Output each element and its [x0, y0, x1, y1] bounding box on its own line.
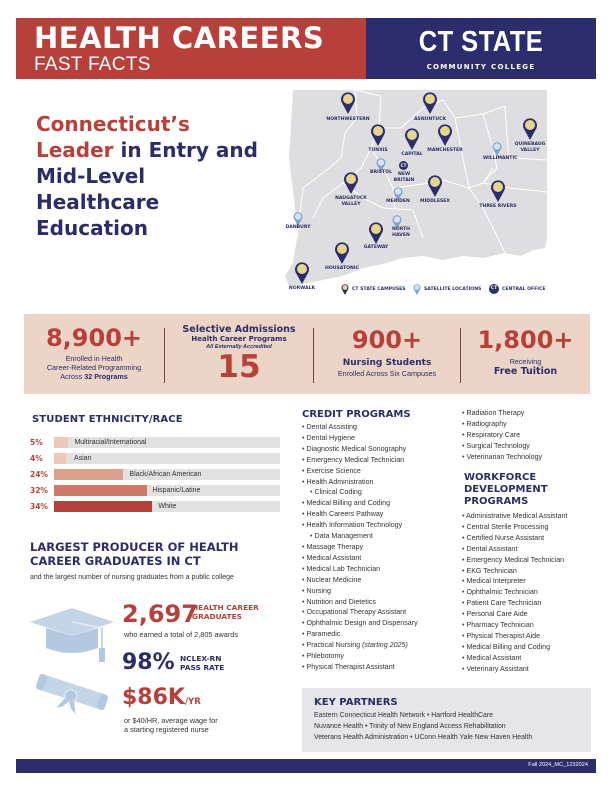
- workforce-program-item: • Veterinary Assistant: [462, 664, 567, 675]
- stat-enrolled-line3: [24, 372, 164, 381]
- credit-program-item: [302, 509, 418, 520]
- stat-selective-subtitle: Health Career Programs: [191, 335, 287, 343]
- workforce-program-item: • Personal Care Aide: [462, 609, 567, 620]
- header-title: HEALTH CAREERS: [34, 21, 325, 55]
- ethnicity-percent: 32%: [30, 486, 48, 495]
- credit-programs-list-continued: [462, 408, 542, 463]
- satellite-pin-icon: [293, 212, 303, 226]
- graduates-label-1: HEALTH CAREER: [192, 603, 259, 612]
- workforce-program-item: • Patient Care Technician: [462, 598, 567, 609]
- header-subtitle: FAST FACTS: [34, 54, 151, 75]
- diploma-icon: [32, 673, 109, 720]
- headline: [36, 111, 266, 241]
- credit-program-name: Emergency Medical Technician: [306, 455, 405, 464]
- ethnicity-row: [30, 453, 280, 464]
- campus-pin-icon: [344, 172, 358, 194]
- satellite-label: BRISTOL: [369, 170, 393, 175]
- stat-nursing-title: Nursing Students: [342, 358, 432, 368]
- credit-program-name: Nutrition and Dietetics: [306, 597, 376, 606]
- credit-program-item: [302, 586, 418, 597]
- credit-program-name: Medical Lab Technician: [306, 564, 381, 573]
- workforce-program-item: • Dental Assistant: [462, 544, 567, 555]
- campus-label: GATEWAY: [363, 245, 389, 250]
- nclex-label-1: NCLEX-RN: [180, 654, 222, 663]
- credit-program-item: • Veterinarian Technology: [462, 452, 542, 463]
- workforce-title-line-3: PROGRAMS: [464, 496, 529, 507]
- campus-label: HOUSATONIC: [325, 266, 359, 271]
- credit-program-name: Medical Billing and Coding: [306, 499, 391, 508]
- stat-tuition-title: Free Tuition: [493, 366, 558, 377]
- credit-program-name: Ophthalmic Design and Dispensary: [306, 619, 418, 628]
- stat-nursing-note: Enrolled Across Six Campuses: [337, 369, 437, 378]
- campus-pin-icon: [405, 128, 419, 150]
- credit-program-name: Diagnostic Medical Sonography: [306, 444, 407, 453]
- satellite-label: MERIDEN: [386, 199, 410, 204]
- workforce-program-item: • Central Sterile Processing: [462, 522, 567, 533]
- satellite-label: NORTH HAVEN: [391, 227, 411, 238]
- headline-part2: Leader: [36, 138, 114, 162]
- workforce-program-item: • Medical Assistant: [462, 653, 567, 664]
- wage-note-1: or $40/HR, average wage for: [124, 716, 218, 725]
- ethnicity-bar-fill: [54, 437, 68, 448]
- key-partners-title: KEY PARTNERS: [314, 697, 398, 708]
- nclex-label-2: PASS RATE: [180, 663, 225, 672]
- credit-program-name: Nursing: [306, 586, 331, 595]
- ethnicity-label: Asian: [74, 455, 92, 462]
- credit-program-name: Physical Therapist Assistant: [306, 662, 395, 671]
- ethnicity-bar-fill: [54, 453, 66, 464]
- credit-program-item: [302, 455, 418, 466]
- campus-label: ASNUNTUCK: [413, 117, 447, 122]
- workforce-program-item: • Physical Therapist Aide: [462, 631, 567, 642]
- ethnicity-percent: 24%: [30, 470, 48, 479]
- stat-selective-value: 15: [217, 349, 261, 385]
- credit-program-name: Data Management: [314, 532, 373, 541]
- credit-program-name: Practical Nursing: [306, 641, 363, 650]
- campus-label: MANCHESTER: [427, 148, 463, 153]
- legend-satellites: [413, 284, 481, 295]
- credit-program-name: Occupational Therapy Assistant: [306, 608, 407, 617]
- stat-enrolled-line2: Career-Related Programming: [46, 363, 142, 372]
- credit-program-name: Exercise Science: [306, 466, 361, 475]
- credit-program-name: Massage Therapy: [306, 542, 364, 551]
- legend-central: [489, 284, 546, 294]
- workforce-program-item: • Medical Billing and Coding: [462, 642, 567, 653]
- credit-program-item: [302, 575, 418, 586]
- workforce-title-line-2: DEVELOPMENT: [464, 484, 548, 495]
- credit-program-item: • Radiography: [462, 419, 542, 430]
- credit-program-name: Health Administration: [306, 477, 374, 486]
- ethnicity-row: [30, 469, 280, 480]
- ethnicity-percent: 34%: [30, 502, 48, 511]
- wage-amount: $86K: [122, 685, 185, 710]
- campus-pin-icon: [423, 92, 437, 114]
- headline-part3: in Entry and Mid-Level Healthcare Education: [36, 138, 258, 240]
- campus-pin-icon: [428, 175, 442, 197]
- campus-label: TUNXIS: [368, 148, 388, 153]
- credit-program-name: Phlebotomy: [306, 652, 344, 661]
- workforce-programs-list: [462, 511, 567, 675]
- ethnicity-row: [30, 485, 280, 496]
- campus-label: NAUGATUCK VALLEY: [335, 196, 367, 207]
- producer-title: LARGEST PRODUCER OF HEALTH CAREER GRADUATES IN CT: [30, 540, 239, 568]
- credit-program-item: [302, 466, 418, 477]
- satellite-label: WILLIMANTIC: [483, 156, 518, 161]
- campus-pin-icon: [369, 222, 383, 244]
- credit-program-item: [302, 651, 418, 662]
- stat-selective-title: Selective Admissions: [182, 324, 296, 335]
- credit-program-name: Health Careers Pathway: [306, 510, 384, 519]
- campus-pin-icon: [371, 124, 385, 146]
- credit-programs-title: CREDIT PROGRAMS: [302, 409, 411, 420]
- central-office-label: NEW BRITAIN: [393, 172, 415, 183]
- stat-enrolled-line3-bold: 32 Programs: [84, 372, 128, 381]
- credit-program-item: [302, 433, 418, 444]
- campus-label: THREE RIVERS: [479, 204, 517, 209]
- wage-value: [122, 687, 201, 709]
- credit-program-name: Dental Hygiene: [306, 433, 355, 442]
- footer-code: Fall 2024_MC_1232024: [528, 762, 588, 768]
- workforce-title-line-1: WORKFORCE: [464, 472, 537, 483]
- ethnicity-label: Multiracial/International: [74, 439, 147, 446]
- campus-label: NORTHWESTERN: [326, 117, 370, 122]
- stat-tuition-note: Receiving: [509, 357, 542, 366]
- campus-pin-icon: [523, 118, 537, 140]
- workforce-program-item: • EKG Technician: [462, 566, 567, 577]
- credit-program-item: [302, 477, 418, 488]
- credit-program-item: [302, 618, 418, 629]
- graduation-cap-icon: [30, 608, 114, 662]
- campus-pin-icon: [335, 242, 349, 264]
- credit-program-note: (starting 2025): [362, 641, 408, 650]
- credit-program-item: [302, 564, 418, 575]
- credit-program-name: Dental Assisting: [306, 423, 357, 431]
- credit-program-item: [302, 597, 418, 608]
- campus-label: MIDDLESEX: [420, 199, 450, 204]
- credit-program-item: [302, 444, 418, 455]
- wage-unit: /YR: [184, 697, 201, 707]
- workforce-program-item: • Emergency Medical Technician: [462, 555, 567, 566]
- credit-program-name: Paramedic: [306, 630, 341, 639]
- credit-program-item: [302, 542, 418, 553]
- credit-program-name: Health Information Technology: [306, 521, 403, 530]
- satellite-pin-icon: [413, 284, 421, 295]
- campus-pin-icon: [341, 92, 355, 114]
- credit-program-item: [302, 607, 418, 618]
- workforce-title: [464, 472, 548, 508]
- ethnicity-percent: 4%: [30, 454, 43, 463]
- campus-pin-icon: [341, 284, 349, 295]
- stat-enrolled: [24, 314, 164, 394]
- credit-program-item: [302, 520, 418, 531]
- stats-band: [24, 314, 590, 394]
- workforce-program-item: • Medical Interpreter: [462, 576, 567, 587]
- credit-program-item: [302, 531, 418, 542]
- central-office-icon: CT: [400, 163, 407, 168]
- stat-nursing-value: 900+: [351, 326, 423, 354]
- ethnicity-bar-fill: [54, 501, 152, 512]
- graduates-label-2: GRADUATES: [192, 612, 242, 621]
- credit-program-item: [302, 422, 418, 433]
- credit-program-name: Clinical Coding: [314, 488, 362, 497]
- producer-subtitle: and the largest number of nursing graduates from a public college: [30, 574, 234, 581]
- credit-program-item: • Radiation Therapy: [462, 408, 542, 419]
- campus-label: CAPITAL: [401, 152, 423, 157]
- workforce-program-item: • Administrative Medical Assistant: [462, 511, 567, 522]
- stat-selective: [165, 314, 313, 394]
- workforce-program-item: • Ophthalmic Technician: [462, 587, 567, 598]
- credit-program-item: [302, 629, 418, 640]
- logo-ct-state: CT STATE: [418, 26, 544, 58]
- logo-community-college: COMMUNITY COLLEGE: [426, 63, 536, 71]
- ethnicity-title: STUDENT ETHNICITY/RACE: [32, 414, 183, 425]
- legend-campuses: [341, 284, 406, 295]
- credit-program-item: • Respiratory Care: [462, 430, 542, 441]
- credit-program-item: [302, 662, 418, 673]
- legend-central-label: CENTRAL OFFICE: [502, 286, 546, 292]
- central-office-icon: CT: [489, 284, 499, 294]
- key-partners-panel: [302, 688, 591, 752]
- key-partners-line: Veterans Health Administration • UConn Health Yale New Haven Health: [314, 734, 533, 741]
- stat-nursing: [314, 314, 460, 394]
- ethnicity-row: [30, 501, 280, 512]
- workforce-program-item: • Pharmacy Technician: [462, 620, 567, 631]
- wage-note-2: a starting registered nurse: [124, 725, 209, 734]
- stat-tuition: [461, 314, 590, 394]
- campus-pin-icon: [491, 180, 505, 202]
- stat-enrolled-value: 8,900+: [45, 324, 143, 352]
- headline-part1: Connecticut’s: [36, 112, 190, 136]
- ethnicity-label: White: [158, 503, 177, 510]
- workforce-program-item: • Certified Nurse Assistant: [462, 533, 567, 544]
- ethnicity-row: [30, 437, 280, 448]
- stat-tuition-value: 1,800+: [477, 326, 574, 354]
- nclex-value: 98%: [122, 650, 175, 675]
- credit-programs-list: [302, 422, 418, 673]
- credit-program-item: [302, 487, 418, 498]
- footer-bar: [16, 759, 596, 773]
- graduates-value: 2,697: [122, 600, 198, 628]
- campus-pin-icon: [295, 262, 309, 284]
- graduation-illustration: [26, 600, 118, 720]
- credit-program-item: [302, 640, 418, 651]
- stat-enrolled-line3-pre: Across: [60, 372, 85, 381]
- stat-enrolled-line1: Enrolled in Health: [65, 354, 123, 363]
- credit-program-item: • Surgical Technology: [462, 441, 542, 452]
- satellite-pin-icon: [492, 142, 502, 156]
- credit-program-name: Medical Assistant: [306, 553, 362, 562]
- credit-program-item: [302, 553, 418, 564]
- ethnicity-label: Black/African American: [129, 471, 202, 478]
- graduates-note: who earned a total of 2,805 awards: [124, 630, 238, 639]
- ethnicity-bar-fill: [54, 485, 147, 496]
- key-partners-line: Nuvance Health • Trinity of New England Access Rehabilitation: [314, 723, 506, 730]
- credit-program-item: [302, 498, 418, 509]
- legend-satellites-label: SATELLITE LOCATIONS: [424, 287, 482, 292]
- campus-pin-icon: [438, 124, 452, 146]
- legend-campuses-label: CT STATE CAMPUSES: [352, 287, 406, 292]
- ethnicity-percent: 5%: [30, 438, 43, 447]
- campus-label: NORWALK: [288, 286, 316, 291]
- credit-program-name: Nuclear Medicine: [306, 575, 362, 584]
- ethnicity-bar-fill: [54, 469, 123, 480]
- stat-selective-note: All Externally Accredited: [206, 344, 272, 350]
- ethnicity-label: Hispanic/Latine: [152, 487, 201, 494]
- campus-label: QUINEBAUG VALLEY: [514, 142, 546, 153]
- key-partners-line: Eastern Connecticut Health Network • Hartford HealthCare: [314, 712, 493, 719]
- satellite-label: DANBURY: [285, 225, 311, 230]
